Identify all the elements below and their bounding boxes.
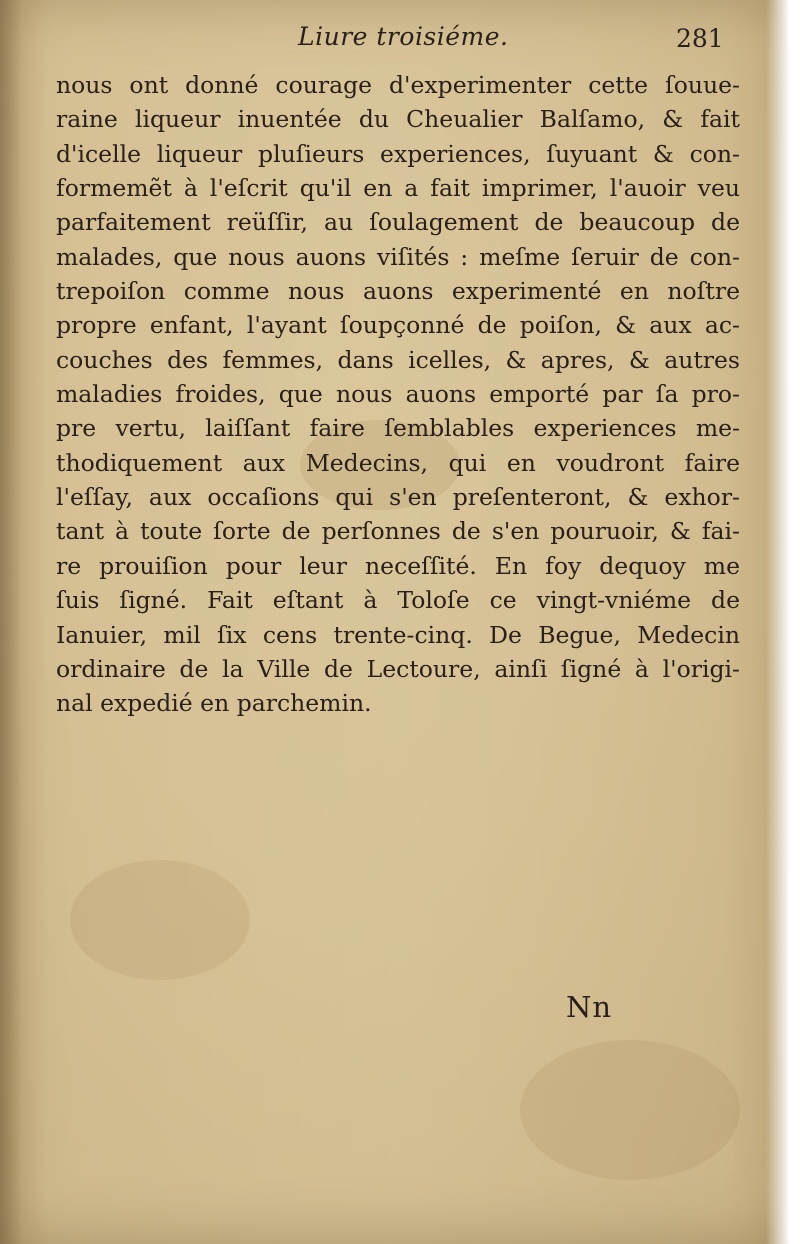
paper-stain (520, 1040, 740, 1180)
text-line: tant à toute ſorte de perſonnes de s'en pouruoir, & fai- (56, 517, 740, 546)
text-line: raine liqueur inuentée du Cheualier Balſamo, & fait (56, 105, 740, 134)
running-head: Liure troisiéme. (298, 22, 509, 51)
text-line: Ianuier, mil ſix cens trente-cinq. De Begue, Medecin (56, 620, 740, 649)
text-line: pre vertu, laiſſant faire ſemblables experiences me- (56, 414, 740, 443)
text-line: re prouiſion pour leur neceſſité. En foy dequoy me (56, 551, 740, 580)
text-line: ordinaire de la Ville de Lectoure, ainſi ſigné à l'origi- (56, 654, 740, 683)
text-line: trepoiſon comme nous auons experimenté en noſtre (56, 277, 740, 306)
page-number: 281 (676, 24, 724, 53)
text-line: ſuis ſigné. Fait eſtant à Toloſe ce vingt-vniéme de (56, 586, 740, 615)
text-line: maladies froides, que nous auons emporté par ſa pro- (56, 380, 740, 409)
text-line: malades, que nous auons viſités : meſme ſeruir de con- (56, 242, 740, 271)
text-line: formemẽt à l'eſcrit qu'il en a fait imprimer, l'auoir veu (56, 174, 740, 203)
body-text (56, 68, 740, 721)
text-line: d'icelle liqueur pluſieurs experiences, ſuyuant & con- (56, 139, 740, 168)
text-line: nous ont donné courage d'experimenter cette ſouue- (56, 71, 740, 99)
text-line: propre enfant, l'ayant ſoupçonné de poiſon, & aux ac- (56, 311, 740, 340)
text-line: thodiquement aux Medecins, qui en voudront faire (56, 448, 740, 477)
paper-stain (70, 860, 250, 980)
text-line: couches des femmes, dans icelles, & apres, & autres (56, 345, 740, 374)
text-line: parfaitement reüſſir, au ſoulagement de beaucoup de (56, 208, 740, 237)
text-line: l'eſſay, aux occaſions qui s'en preſenteront, & exhor- (56, 483, 740, 512)
signature-mark: Nn (566, 990, 613, 1024)
text-line: nal expedié en parchemin. (56, 689, 372, 718)
